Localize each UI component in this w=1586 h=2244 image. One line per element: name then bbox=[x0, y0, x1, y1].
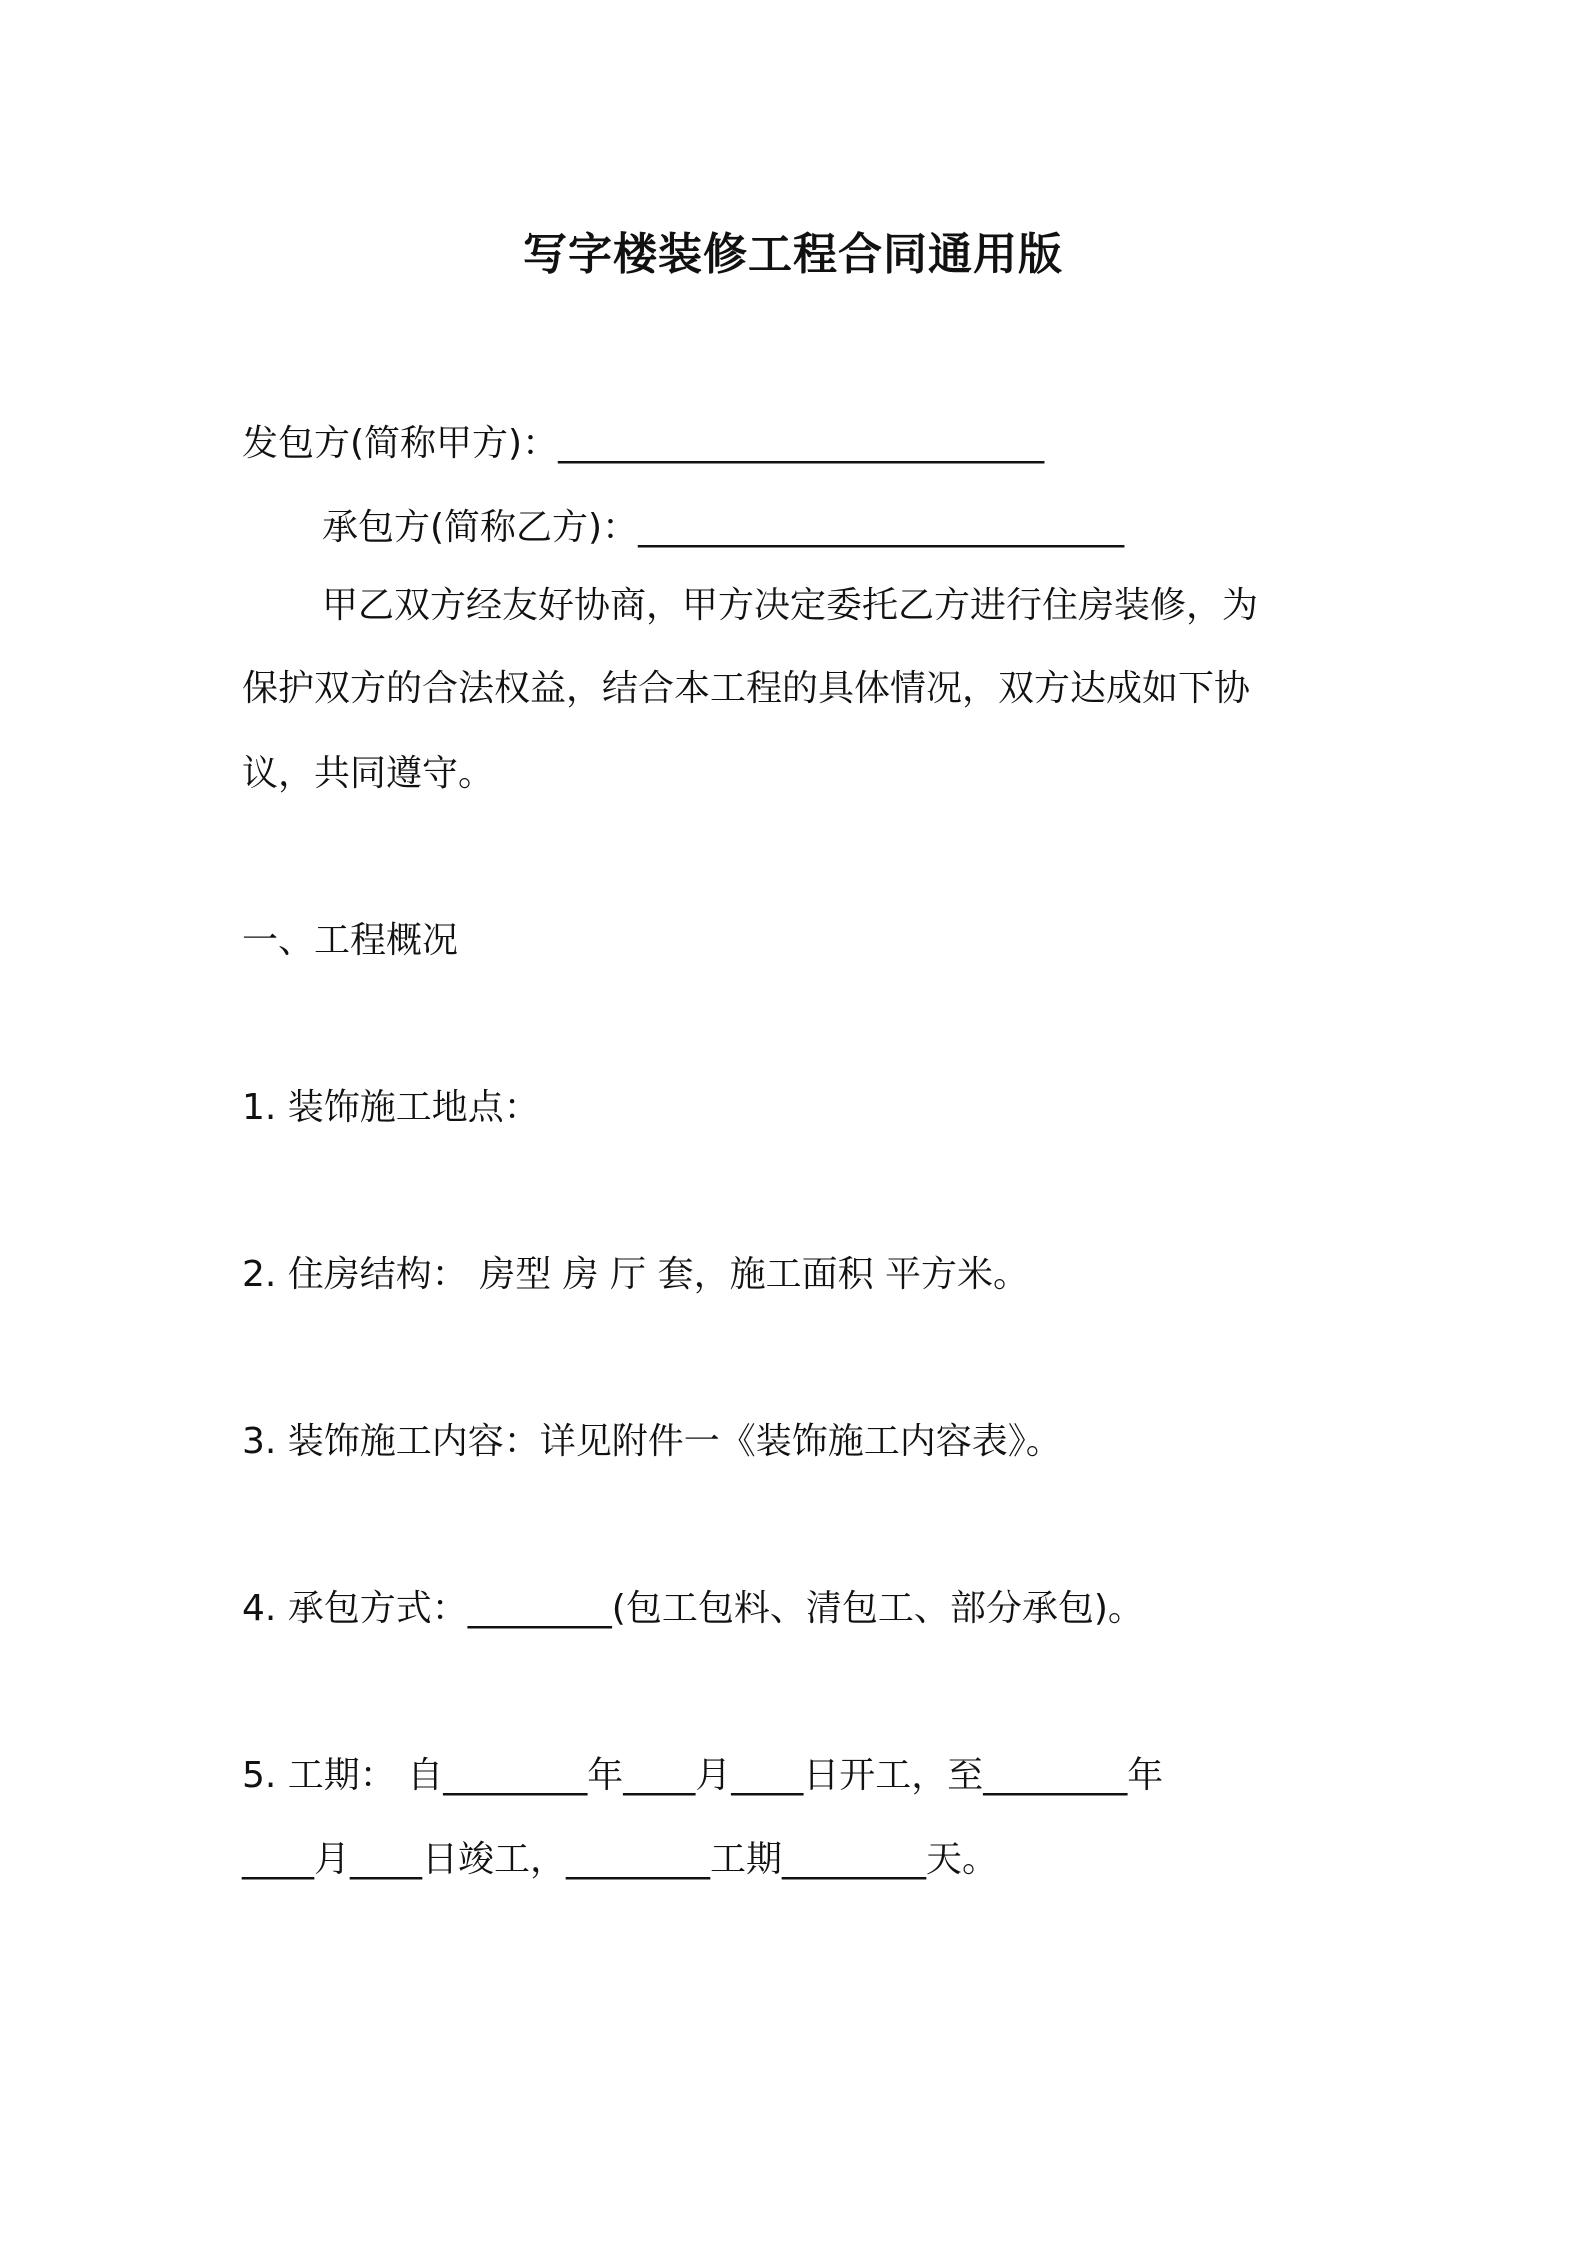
item-1-construction-site: 1. 装饰施工地点： bbox=[242, 1087, 540, 1128]
item-4-contract-method: 4. 承包方式：________(包工包料、清包工、部分承包)。 bbox=[242, 1588, 1144, 1629]
preamble-line-3: 议，共同遵守。 bbox=[242, 753, 495, 794]
item-2-housing-structure: 2. 住房结构： 房型 房 厅 套，施工面积 平方米。 bbox=[242, 1254, 1030, 1295]
item-5-schedule-line-1: 5. 工期： 自________年____月____日开工，至________年 bbox=[242, 1755, 1164, 1796]
item-3-construction-content: 3. 装饰施工内容：详见附件一《装饰施工内容表》。 bbox=[242, 1421, 1062, 1462]
preamble-line-2: 保护双方的合法权益，结合本工程的具体情况，双方达成如下协 bbox=[242, 668, 1251, 709]
document-title: 写字楼装修工程合同通用版 bbox=[523, 229, 1063, 280]
preamble-line-1: 甲乙双方经友好协商，甲方决定委托乙方进行住房装修，为 bbox=[322, 585, 1259, 626]
party-a-line: 发包方(简称甲方)：___________________________ bbox=[242, 423, 1045, 464]
section-1-heading: 一、工程概况 bbox=[242, 920, 459, 961]
party-b-line: 承包方(简称乙方)：___________________________ bbox=[322, 507, 1125, 548]
item-5-schedule-line-2: ____月____日竣工，________工期________天。 bbox=[242, 1839, 999, 1880]
